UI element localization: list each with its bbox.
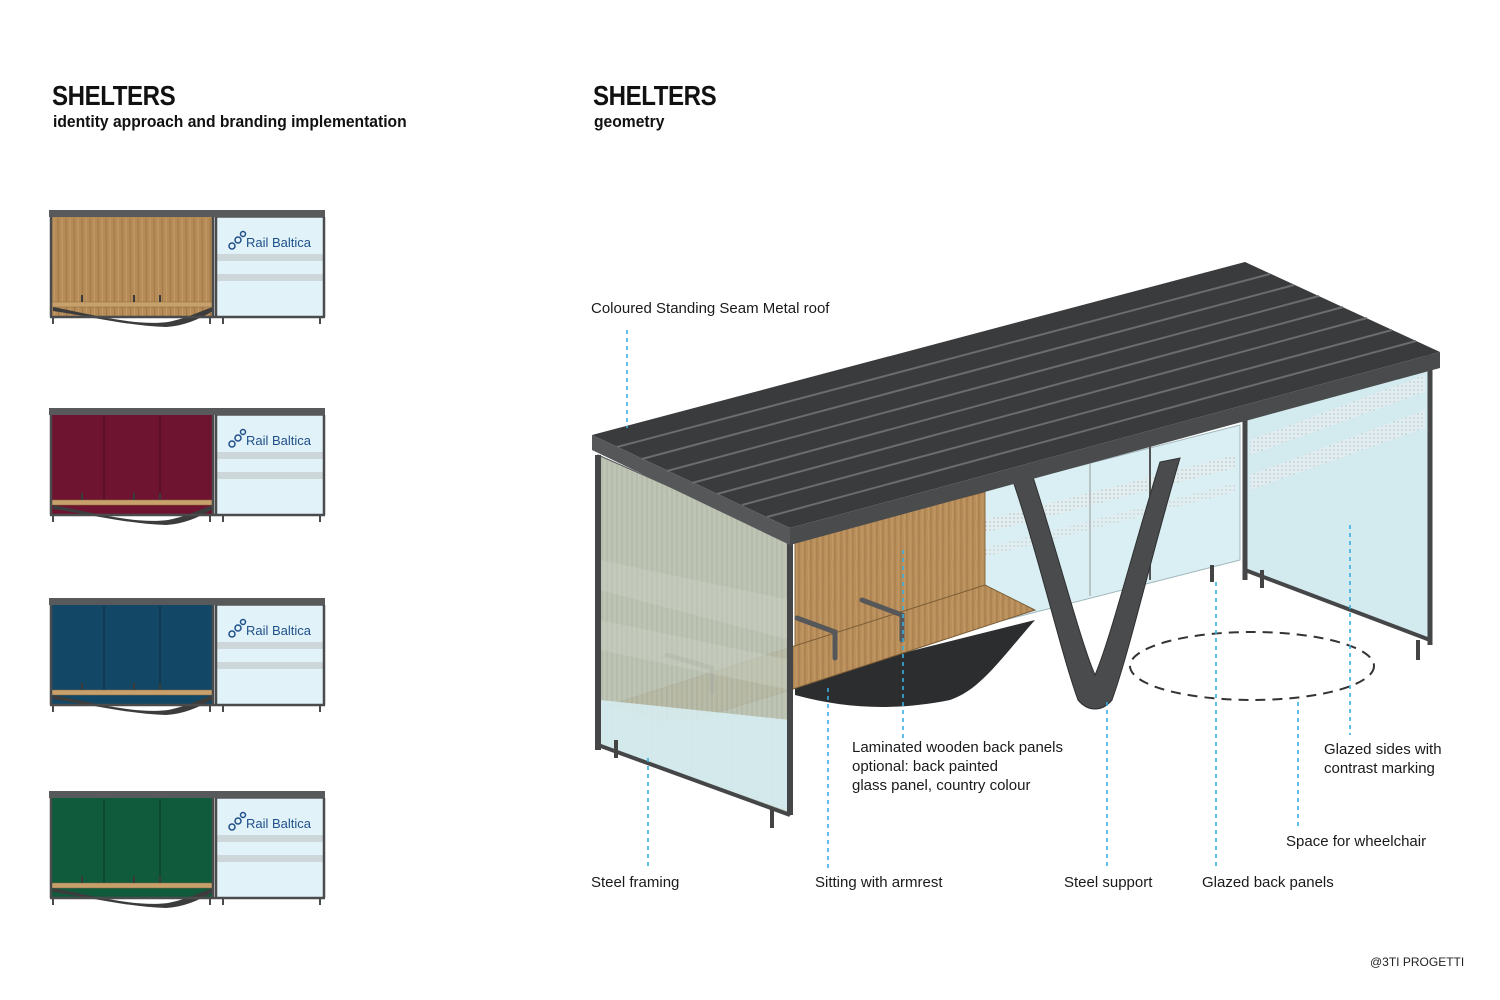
logo-text: Rail Baltica xyxy=(246,433,312,448)
callout-back-panels-line2: optional: back painted xyxy=(852,758,998,775)
callout-sitting: Sitting with armrest xyxy=(815,874,943,891)
callout-back-panels-line1: Laminated wooden back panels xyxy=(852,739,1063,756)
right-panel-subtitle: geometry xyxy=(594,112,665,131)
logo-text: Rail Baltica xyxy=(246,623,312,638)
logo-text: Rail Baltica xyxy=(246,816,312,831)
callout-glazed-back: Glazed back panels xyxy=(1202,874,1334,891)
right-panel-title: SHELTERS xyxy=(593,80,717,111)
callout-wheelchair: Space for wheelchair xyxy=(1286,833,1427,850)
callout-steel-framing: Steel framing xyxy=(591,874,680,891)
left-panel-title: SHELTERS xyxy=(52,80,176,111)
callout-glazed-sides-line1: Glazed sides with xyxy=(1324,741,1442,758)
credit-label: @3TI PROGETTI xyxy=(1370,955,1465,969)
callout-steel-support: Steel support xyxy=(1064,874,1153,891)
logo-text: Rail Baltica xyxy=(246,235,312,250)
callout-back-panels-line3: glass panel, country colour xyxy=(852,777,1031,794)
left-panel-subtitle: identity approach and branding implementation xyxy=(53,112,407,131)
callout-glazed-sides-line2: contrast marking xyxy=(1324,760,1435,777)
callout-roof: Coloured Standing Seam Metal roof xyxy=(591,300,830,317)
wheelchair-space-outline xyxy=(1130,632,1374,700)
